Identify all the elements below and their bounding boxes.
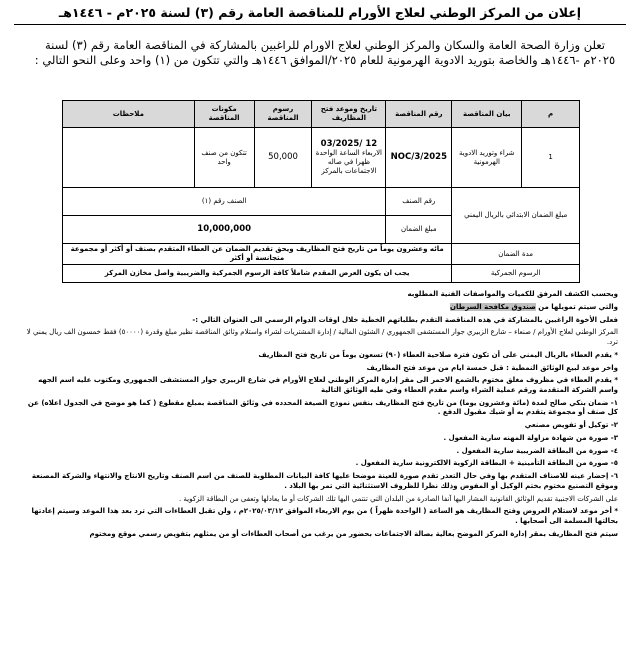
note: على الشركات الاجنبية تقديم الوثائق القانونية المشار اليها آنفا الصادرة من البلدان التي تنتمي اليها تلك الشركات أو ما يعادلها وتعفى من البطاقة الزكوية . <box>178 494 618 503</box>
note-funding-source: صندوق مكافحة السرطان <box>450 302 536 311</box>
note: * يقدم العطاء بالريال اليمني على أن تكون فترة صلاحية العطاء (٩٠) تسعون يوماً من تاريخ فتح المظاريف <box>258 350 618 359</box>
table-row <box>63 128 580 188</box>
header-num: م <box>522 101 580 128</box>
note: ٤- صورة من البطاقة الضريبية سارية المفعول . <box>456 446 618 455</box>
note: ١- ضمان بنكي صالح لمدة (مائة وعشرون يوما) من تاريخ فتح المظاريف بنفس نموذج الصيغة المحدده في وثائق المناقصة بمبلغ مقطوع ( كما هو موضح في الجدول اعلاه) عن كل صنف أو مجموعة يتقدم به أو شيك مقبول الدفع . <box>27 398 618 417</box>
header-name: بيان المناقصة <box>452 101 522 128</box>
customs-value: يجب ان يكون العرض المقدم شاملاً كافة الرسوم الجمركية والضريبية واصل مخازن المركز <box>63 265 452 283</box>
validity-label: مدة الضمان <box>452 244 580 265</box>
header-number: رقم المناقصة <box>386 101 452 128</box>
cell-date <box>312 128 386 188</box>
item-no-label: رقم الصنف <box>386 188 452 216</box>
header-remarks: ملاحظات <box>63 101 195 128</box>
cell-remarks <box>63 128 195 188</box>
note-funding-text: والتي سيتم تمويلها من <box>535 302 618 311</box>
amount-value: 10,000,000 <box>63 216 386 244</box>
table-row <box>63 188 580 216</box>
note: واخر موعد لبيع الوثائق النمطية : قبل خمسة ايام من موعد فتح المظاريف <box>366 363 618 372</box>
note: سيتم فتح المظاريف بمقر إدارة المركز الموضح بعالية بصالة الاجتماعات بحضور من يرغب من أصحاب العطاءات أو من يمثلهم بتفويض رسمي موقع ومختوم <box>89 529 618 538</box>
item-no-value: الصنف رقم (١) <box>63 188 386 216</box>
note: ٣- صورة من شهادة مزاولة المهنه سارية المفعول . <box>443 433 618 442</box>
table-row <box>63 244 580 265</box>
note <box>18 303 618 313</box>
header-components: مكونات المناقصة <box>194 101 254 128</box>
cell-date-text: الاربعاء الساعة الواحدة ظهرا في صاله الاجتماعات بالمركز <box>315 148 383 175</box>
guarantee-label: مبلغ الضمان الابتدائي بالريال اليمني <box>452 188 580 244</box>
note: ٦- إحضار عينه للاصناف المتقدم بها وفي حال التعذر تقدم صورة للعينة موضحا عليها كافة البيانات المطلوبة للصنف من اسم الصنف وتاريخ الانتاج والانتهاء والشركة المصنعة وموقع التصنيع مختوم بختم الوكيل أو المفوض وذلك نظرا للظروف الاستثنائية التي تمر بها البلاد . <box>31 472 618 490</box>
note: ويحسب الكشف المرفق للكميات والمواصفات الفنية المطلوبه <box>407 290 618 298</box>
note: ٢- توكيل أو تفويض مصنعي <box>524 421 618 430</box>
cell-date-value: 12 /03/2025 <box>320 138 378 149</box>
cell-number: NOC/3/2025 <box>386 128 452 188</box>
note: * أخر موعد لاستلام العروض وفتح المظاريف هو الساعة ( الواحدة ظهراً ) من يوم الاربعاء الموافق ٢٠٢٥/٠٣/١٢م ، ولن تقبل العطاءات التي ترد بعد هذا الموعد وسيتم إعادتها بحالتها المسلمة الى أصحابها . <box>31 507 618 525</box>
table-row <box>63 265 580 283</box>
amount-label: مبلغ الضمان <box>386 216 452 244</box>
table-header-row <box>63 101 580 128</box>
header-date: تاريخ وموعد فتح المظاريف <box>312 101 386 128</box>
notes-section <box>18 290 618 542</box>
tender-table <box>62 100 580 283</box>
cell-name: شراء وتوريد الادوية الهرمونية <box>452 128 522 188</box>
note: ٥- صورة من البطاقة التأمينية + البطاقة الزكوية الالكترونية سارية المفعول . <box>355 459 618 468</box>
announcement-title: إعلان من المركز الوطني لعلاج الأورام للمناقصة العامة رقم (٣) لسنة ٢٠٢٥م - ١٤٤٦هـ <box>14 4 626 25</box>
cell-fee: 50,000 <box>254 128 312 188</box>
note: المركز الوطني لعلاج الأورام / صنعاء – شارع الزبيري جوار المستشفى الجمهوري / الشئون المالية / إدارة المشتريات لشراء واستلام وثائق المناقصة نظير مبلغ وقدرة (٥٠٠٠٠) فقط خمسون الف ريال يمني لا ترد. <box>26 328 618 346</box>
note: فعلى الأخوة الراغبين بالمشاركة في هذه المناقصة التقدم بطلباتهم الخطية خلال اوقات الدوام الرسمي الى العنوان التالي :- <box>192 315 618 324</box>
customs-label: الرسوم الجمركية <box>452 265 580 283</box>
note: * يقدم العطاء في مظروف مغلق مختوم بالشمع الاحمر الى مقر إدارة المركز الوطني لعلاج الأورام في شارع الزبيري جوار المستشفى الجمهوري ومكتوب عليه اسم الجهه واسم الشركة المتقدمة ورقم عملية الشراء واسم مقدم العطاء وفي طيه الوثائق التالية <box>38 376 618 394</box>
cell-components: تتكون من صنف واحد <box>194 128 254 188</box>
announcement-intro: تعلن وزارة الصحة العامة والسكان والمركز الوطني لعلاج الاورام للراغبين بالمشاركة في المناقصة العامة رقم (٣) لسنة ٢٠٢٥م -١٤٤٦هـ والخاصة بتوريد الادوية الهرمونية للعام ٢٠٢٥/الموافق ١٤٤٦هـ والتي تتكون من (١) واحد وعلى النحو التالي : <box>34 38 616 67</box>
validity-value: مائه وعشرون يوماً من تاريخ فتح المظاريف ويحق تقديم الضمان عن العطاء المتقدم بصنف أو أكثر أو مجموعة متجانسة أو أكثر <box>63 244 452 265</box>
header-fee: رسوم المناقصة <box>254 101 312 128</box>
cell-num: 1 <box>522 128 580 188</box>
